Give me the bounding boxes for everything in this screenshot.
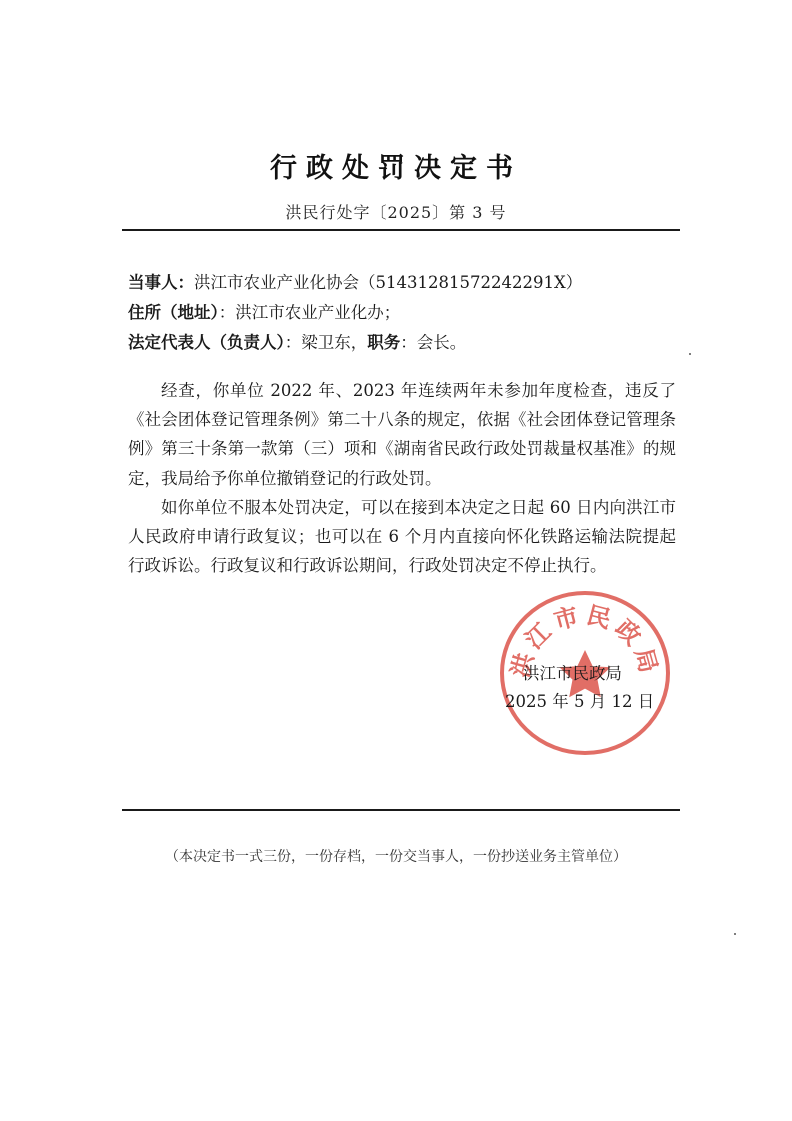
scan-speck xyxy=(689,353,691,355)
party-entity-value: 洪江市农业产业化协会（51431281572242291X） xyxy=(194,273,583,292)
footer-divider xyxy=(122,809,680,811)
party-address-value: ：洪江市农业产业化办； xyxy=(218,303,401,322)
scan-speck xyxy=(734,933,736,935)
party-representative-value: ：梁卫东， xyxy=(284,333,368,352)
party-entity-line xyxy=(128,271,582,295)
decision-paragraph-2: 如你单位不服本处罚决定，可以在接到本决定之日起 60 日内向洪江市人民政府申请行政复议；也可以在 6 个月内直接向怀化铁路运输法院提起行政诉讼。行政复议和行政诉讼期间，行政处罚决定不停止执行。 xyxy=(128,497,676,576)
decision-paragraph-1: 经查，你单位 2022 年、2023 年连续两年未参加年度检查，违反了《社会团体登记管理条例》第二十八条的规定，依据《社会团体登记管理条例》第三十条第一款第（三）项和《湖南省民政行政处罚裁量权基准》的规定，我局给予你单位撤销登记的行政处罚。 xyxy=(128,381,676,488)
distribution-note: （本决定书一式三份，一份存档，一份交当事人，一份抄送业务主管单位） xyxy=(165,849,627,865)
header-divider xyxy=(122,229,680,231)
issuing-authority: 洪江市民政局 xyxy=(523,664,622,683)
issue-date: 2025 年 5 月 12 日 xyxy=(505,692,655,711)
party-representative-line xyxy=(128,331,466,355)
party-representative-label: 法定代表人（负责人） xyxy=(128,333,285,352)
party-position-value: ：会长。 xyxy=(400,333,467,352)
party-address-label: 住所（地址） xyxy=(128,303,219,322)
seal-text: 洪江市民政局 xyxy=(505,600,665,681)
party-entity-label: 当事人： xyxy=(128,273,194,292)
document-title: 行政处罚决定书 xyxy=(270,153,522,184)
decision-body xyxy=(128,376,676,580)
party-address-line xyxy=(128,301,400,325)
party-position-label: 职务 xyxy=(367,333,401,352)
document-number: 洪民行处字〔2025〕第 3 号 xyxy=(285,203,507,222)
